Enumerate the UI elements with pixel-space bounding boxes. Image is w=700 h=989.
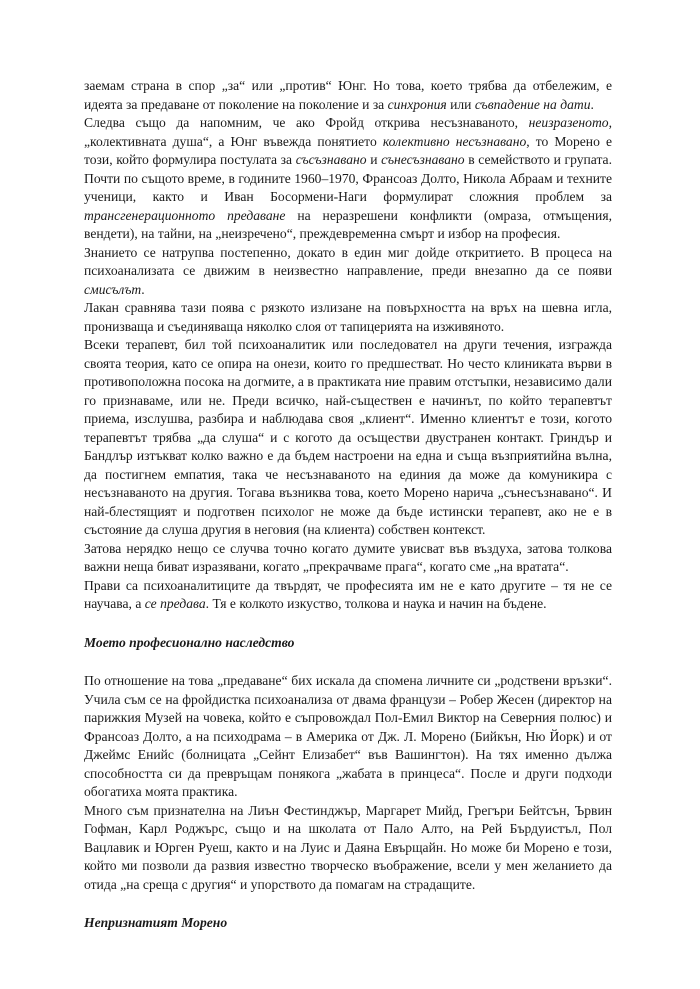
section-heading-unrecognized-moreno: Непризнатият Морено [84,915,228,930]
paragraph [84,540,612,577]
emphasis-text: се предава [144,596,206,611]
text-run: Лакан сравнява тази поява с рязкото излизане на повърхността на връх на шевна игла, пронизваща и съединяваща няколко слоя от тапицерията на изживяното. [84,300,612,334]
text-run: , „колективната душа“, а Юнг въвежда понятието [84,115,612,149]
text-run: Много съм признателна на Лиън Фестинджър, Маргарет Мийд, Грегъри Бейтсън, Ървин Гофман, Карл Роджърс, също и на школата от Пало Алто, на Рей Бърдуистъл, Пол Вацлавик и Юрген Руеш, както и на Луис и Даяна Евърщайн. Но може би Морено е този, който ми позволи да развия известно творческо въображение, всели у мен желанието да отида „на среща с другия“ и упорството да помагам на страдащите. [84,802,612,892]
paragraph [84,802,612,895]
text-run: , то Морено е този, който формулира постулата за [84,133,613,167]
paragraph [84,299,612,336]
text-run: заемам страна в спор „за“ или „против“ Юнг. Но това, което трябва да отбележим, е идеята за предаване от поколение на поколение и за [84,78,612,112]
emphasis-text: неизразеното [528,115,609,130]
text-run: или [446,96,475,112]
paragraph [84,77,612,114]
paragraph [84,672,612,802]
heritage-section [84,672,612,894]
text-run: . [141,281,145,297]
emphasis-text: синхрония [387,96,447,112]
text-run: . [590,96,594,112]
text-run: в семейството и групата. Почти по същото време, в годините 1960–1970, Франсоаз Долто, Никола Абраам и техните ученици, както и Иван Босормени-Наги формулират сложния проблем за [84,152,612,204]
text-run: Всеки терапевт, бил той психоаналитик или последовател на други течения, изгражда своята теория, като се опира на онези, които го предшестват. Но често клиниката върви в противоположна посока на догмите, а в практиката ние правим отстъпки, независимо дали го признаваме, или не. Преди всичко, най-съществен е начинът, по който терапевтът приема, изслушва, разбира и наблюдава своя „клиент“. Именно клиентът е този, когото терапевтът трябва „да слуша“ и с когото да осъществи двустранен контакт. Гриндър и Бандлър изтъкват колко важно е да бъдем настроени на една и съща възприятийна вълна, да постигнем емпатия, така че несъзнаваното на единия да може да комуникира с несъзнаваното на другия. Тогава възниква това, което Морено нарича „сънесъзнавано“. И най-блестящият и подготвен психолог не може да бъде истински терапевт, ако не е в състояние да слуша другия в неговия (на клиента) собствен контекст. [84,337,612,537]
paragraph [84,114,612,244]
emphasis-text: смисълът [84,281,142,297]
text-run: Знанието се натрупва постепенно, докато в един миг дойде откритието. В процеса на психоанализата се движим в неизвестно направление, преди внезапно да се появи [84,244,612,278]
paragraph [84,244,612,300]
paragraph [84,336,612,540]
text-run: . Тя е колкото изкуство, толкова и наука и начин на бъдене. [205,596,547,611]
text-run: По отношение на това „предаване“ бих искала да спомена личните си „родствени връзки“. Учила съм се на фройдистка психоанализа от двама французи – Робер Жесен (директор на парижкия Музей на човека, който е съпровождал Пол-Емил Виктор на Северния полюс) и Франсоаз Долто, а на психодрама – в Америка от Дж. Л. Морено (Бийкън, Ню Йорк) и от Джеймс Енийс (болницата „Сейнт Елизабет“ във Вашингтон). На тях именно дължа способността си да превръщам понякога „жабата в принцеса“. После и други подходи обогатиха моята практика. [84,673,612,799]
emphasis-text: съвпадение на дати [474,96,591,112]
emphasis-text: трансгенерационното предаване [84,207,286,223]
text-run: и [366,152,382,167]
emphasis-text: колективно несъзнавано [382,133,527,149]
emphasis-text: съсъзнавано [295,152,367,167]
text-run: на неразрешени конфликти (омраза, отмъщения, вендети), на тайни, на „неизречено“, преждевременна смърт и избор на професия. [84,207,612,241]
section-heading-professional-heritage: Моето професионално наследство [84,634,295,650]
text-run: Следва също да напомним, че ако Фройд открива несъзнаваното, [84,115,529,130]
paragraph [84,577,612,614]
emphasis-text: сънесъзнавано [381,152,465,167]
text-run: Затова нерядко нещо се случва точно когато думите увисват във въздуха, затова толкова важни неща биват изразявани, когато „прекрачваме прага“, когато сме „на вратата“. [84,540,612,574]
text-run: Прави са психоаналитиците да твърдят, че професията им не е като другите – тя не се научава, а [84,577,612,611]
intro-section [84,77,612,614]
